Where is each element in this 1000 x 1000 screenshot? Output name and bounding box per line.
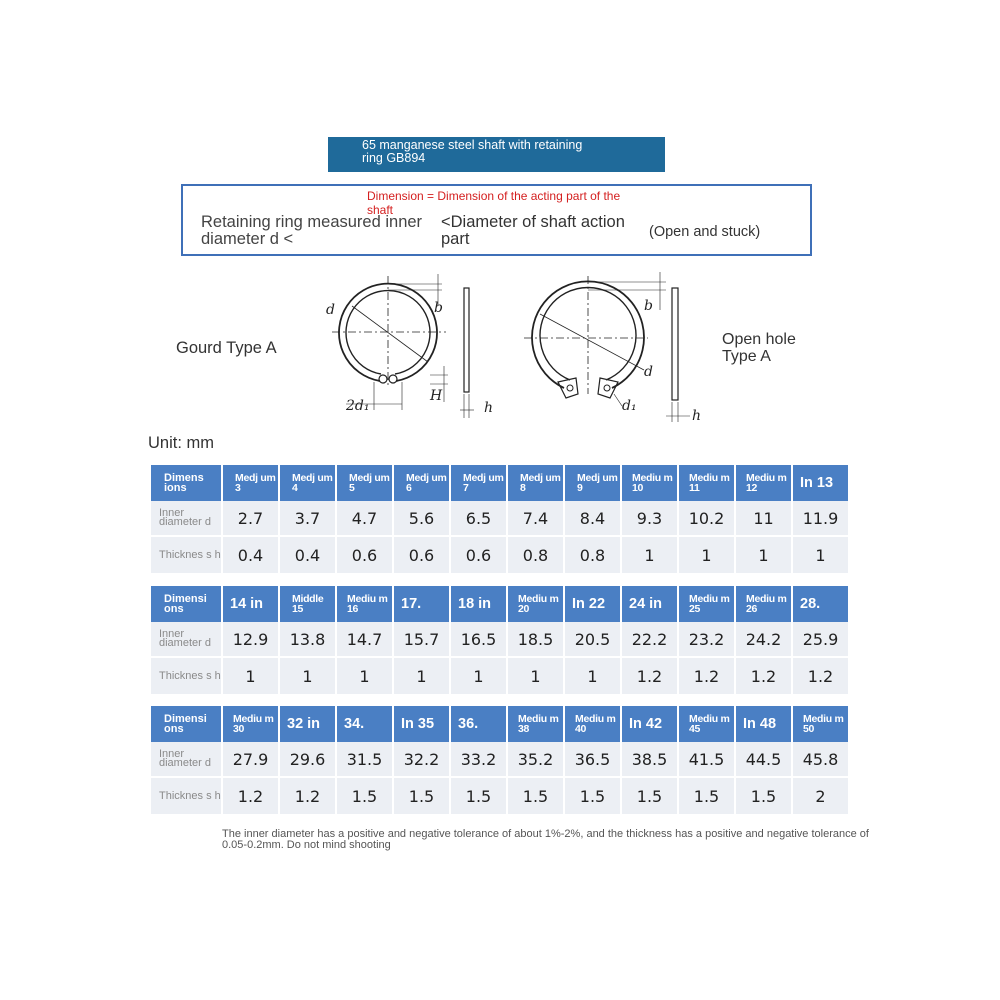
table-cell: 1.2 xyxy=(736,658,791,694)
header-cell: 34. xyxy=(337,706,392,742)
dimension-note-red: Dimension = Dimension of the acting part of the shaft xyxy=(367,189,621,217)
table-row-inner-diameter xyxy=(151,622,848,658)
header-cell: Dimensi ons xyxy=(151,586,221,622)
table-cell: 1.5 xyxy=(451,778,506,814)
table-row-thickness xyxy=(151,778,848,814)
table-cell: 0.8 xyxy=(508,537,563,573)
table-cell: 2 xyxy=(793,778,848,814)
table-cell: 0.6 xyxy=(394,537,449,573)
header-cell: Medj um 7 xyxy=(451,465,506,501)
table-row-thickness xyxy=(151,658,848,694)
open-b-label: b xyxy=(644,298,653,314)
tolerance-footnote: The inner diameter has a positive and negative tolerance of about 1%-2%, and the thickness has a positive and negative tolerance of 0.05-0.2mm. Do not mind shooting xyxy=(222,828,869,851)
gourd-thickness-label: h xyxy=(484,400,494,416)
table-cell: 27.9 xyxy=(223,742,278,778)
table-cell: 1 xyxy=(223,658,278,694)
table-cell: 7.4 xyxy=(508,501,563,537)
table-cell: 23.2 xyxy=(679,622,734,658)
table-cell: 29.6 xyxy=(280,742,335,778)
table-cell: 1.5 xyxy=(508,778,563,814)
table-cell: 1.2 xyxy=(679,658,734,694)
row-label: Thicknes s h xyxy=(151,658,221,694)
open-hole-line-2: Type A xyxy=(722,348,771,365)
header-cell: Mediu m 38 xyxy=(508,706,563,742)
header-cell: Medj um 4 xyxy=(280,465,335,501)
table-cell: 15.7 xyxy=(394,622,449,658)
header-cell: Medj um 9 xyxy=(565,465,620,501)
header-cell: Mediu m 16 xyxy=(337,586,392,622)
header-cell: Mediu m 30 xyxy=(223,706,278,742)
open-d1-label: d₁ xyxy=(622,398,637,414)
gourd-type-label: Gourd Type A xyxy=(176,339,277,357)
table-cell: 32.2 xyxy=(394,742,449,778)
table-cell: 1.5 xyxy=(679,778,734,814)
spec-table-2 xyxy=(149,586,850,694)
table-cell: 38.5 xyxy=(622,742,677,778)
table-cell: 13.8 xyxy=(280,622,335,658)
table-cell: 33.2 xyxy=(451,742,506,778)
table-cell: 1.5 xyxy=(394,778,449,814)
header-cell: Mediu m 40 xyxy=(565,706,620,742)
table-row-inner-diameter xyxy=(151,742,848,778)
header-cell: Dimensi ons xyxy=(151,706,221,742)
table-cell: 12.9 xyxy=(223,622,278,658)
table-cell: 25.9 xyxy=(793,622,848,658)
table-row-thickness xyxy=(151,537,848,573)
table-cell: 10.2 xyxy=(679,501,734,537)
measured-diameter-text xyxy=(201,214,441,250)
table-header-row xyxy=(151,586,848,622)
table-cell: 1.5 xyxy=(622,778,677,814)
table-cell: 0.6 xyxy=(451,537,506,573)
table-cell: 1.2 xyxy=(223,778,278,814)
header-cell: 32 in xyxy=(280,706,335,742)
table-cell: 1 xyxy=(679,537,734,573)
table-cell: 1 xyxy=(394,658,449,694)
open-thickness-label: h xyxy=(692,408,702,424)
header-cell: In 42 xyxy=(622,706,677,742)
table-cell: 22.2 xyxy=(622,622,677,658)
table-cell: 11.9 xyxy=(793,501,848,537)
header-cell: Mediu m 10 xyxy=(622,465,677,501)
table-cell: 1.2 xyxy=(622,658,677,694)
banner-line-2: ring GB894 xyxy=(362,151,426,165)
table-cell: 16.5 xyxy=(451,622,506,658)
spec-table-1 xyxy=(149,465,850,573)
table-cell: 1 xyxy=(508,658,563,694)
retaining-ring-drawing xyxy=(310,270,710,430)
table-cell: 1 xyxy=(565,658,620,694)
header-cell: 18 in xyxy=(451,586,506,622)
table-cell: 2.7 xyxy=(223,501,278,537)
table-cell: 1.5 xyxy=(565,778,620,814)
header-cell: In 13 xyxy=(793,465,848,501)
title-banner xyxy=(328,137,665,172)
table-cell: 1 xyxy=(793,537,848,573)
table-cell: 3.7 xyxy=(280,501,335,537)
table-cell: 0.4 xyxy=(223,537,278,573)
measured-diameter-line-2: diameter d < xyxy=(201,230,294,248)
spec-table-3 xyxy=(149,706,850,814)
row-label: Inner diameter d xyxy=(151,501,221,537)
header-cell: Mediu m 45 xyxy=(679,706,734,742)
banner-line-1: 65 manganese steel shaft with retaining xyxy=(362,138,583,152)
header-cell: Mediu m 25 xyxy=(679,586,734,622)
header-cell: Medj um 3 xyxy=(223,465,278,501)
header-cell: 28. xyxy=(793,586,848,622)
table-cell: 1 xyxy=(622,537,677,573)
table-cell: 6.5 xyxy=(451,501,506,537)
table-cell: 1.5 xyxy=(337,778,392,814)
header-cell: Dimens ions xyxy=(151,465,221,501)
header-cell: Medj um 5 xyxy=(337,465,392,501)
open-hole-line-1: Open hole xyxy=(722,331,796,348)
table-cell: 1.2 xyxy=(280,778,335,814)
table-cell: 41.5 xyxy=(679,742,734,778)
header-cell: In 35 xyxy=(394,706,449,742)
table-cell: 11 xyxy=(736,501,791,537)
header-cell: Mediu m 11 xyxy=(679,465,734,501)
table-cell: 24.2 xyxy=(736,622,791,658)
table-cell: 0.8 xyxy=(565,537,620,573)
table-cell: 1 xyxy=(451,658,506,694)
gourd-ring-figure xyxy=(332,274,474,418)
table-cell: 1 xyxy=(337,658,392,694)
header-cell: Mediu m 12 xyxy=(736,465,791,501)
table-cell: 9.3 xyxy=(622,501,677,537)
table-cell: 35.2 xyxy=(508,742,563,778)
header-cell: Medj um 8 xyxy=(508,465,563,501)
open-hole-type-label xyxy=(722,331,796,365)
header-cell: 36. xyxy=(451,706,506,742)
table-cell: 4.7 xyxy=(337,501,392,537)
row-label: Inner diameter d xyxy=(151,622,221,658)
gourd-2d1-label: 2d₁ xyxy=(346,398,370,414)
table-cell: 36.5 xyxy=(565,742,620,778)
table-cell: 0.6 xyxy=(337,537,392,573)
open-d-label: d xyxy=(644,364,653,380)
header-cell: Mediu m 20 xyxy=(508,586,563,622)
table-cell: 0.4 xyxy=(280,537,335,573)
header-cell: Medj um 6 xyxy=(394,465,449,501)
header-cell: 24 in xyxy=(622,586,677,622)
gourd-b-label: b xyxy=(434,300,443,316)
table-row-inner-diameter xyxy=(151,501,848,537)
header-cell: 14 in xyxy=(223,586,278,622)
table-cell: 14.7 xyxy=(337,622,392,658)
header-cell: Mediu m 50 xyxy=(793,706,848,742)
row-label: Inner diameter d xyxy=(151,742,221,778)
unit-label: Unit: mm xyxy=(148,434,214,452)
gourd-d-label: d xyxy=(326,302,335,318)
table-cell: 1 xyxy=(280,658,335,694)
shaft-diameter-text: <Diameter of shaft action part xyxy=(441,213,625,248)
header-cell: Middle 15 xyxy=(280,586,335,622)
table-header-row xyxy=(151,465,848,501)
row-label: Thicknes s h xyxy=(151,778,221,814)
table-cell: 8.4 xyxy=(565,501,620,537)
table-cell: 31.5 xyxy=(337,742,392,778)
table-cell: 1.5 xyxy=(736,778,791,814)
gourd-h-label: H xyxy=(430,388,443,404)
row-label: Thicknes s h xyxy=(151,537,221,573)
table-cell: 5.6 xyxy=(394,501,449,537)
table-cell: 44.5 xyxy=(736,742,791,778)
measured-diameter-line-1: Retaining ring measured inner xyxy=(201,214,423,231)
table-cell: 20.5 xyxy=(565,622,620,658)
table-cell: 45.8 xyxy=(793,742,848,778)
header-cell: In 22 xyxy=(565,586,620,622)
dimension-note-box xyxy=(181,184,812,256)
table-cell: 1 xyxy=(736,537,791,573)
table-header-row xyxy=(151,706,848,742)
header-cell: Mediu m 26 xyxy=(736,586,791,622)
table-cell: 18.5 xyxy=(508,622,563,658)
open-and-stuck-text: (Open and stuck) xyxy=(649,224,761,240)
header-cell: In 48 xyxy=(736,706,791,742)
table-cell: 1.2 xyxy=(793,658,848,694)
header-cell: 17. xyxy=(394,586,449,622)
open-hole-ring-figure xyxy=(524,272,690,422)
